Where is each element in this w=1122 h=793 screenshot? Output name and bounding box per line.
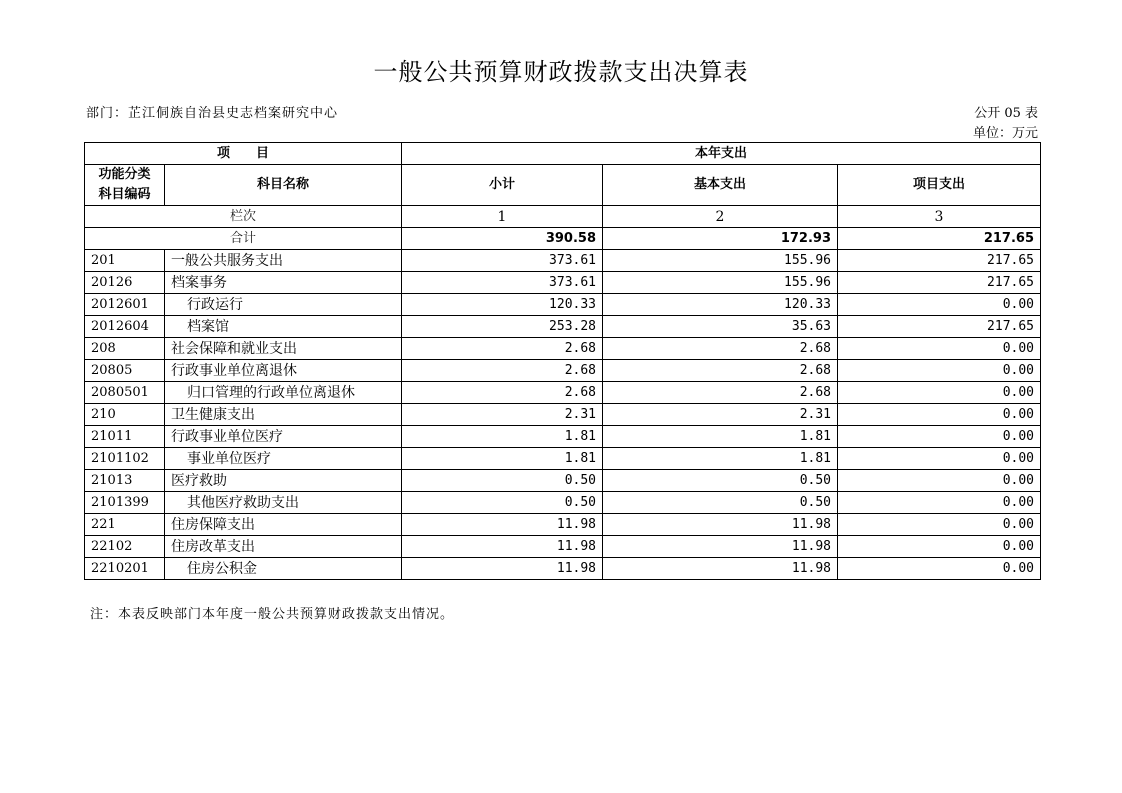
row-code: 2101399 [85, 492, 165, 514]
row-subtotal: 2.68 [402, 382, 603, 404]
column-index-row [85, 206, 1041, 228]
row-subject-name: 住房改革支出 [165, 536, 402, 558]
row-subject-name: 住房保障支出 [165, 514, 402, 536]
unit-label: 单位：万元 [972, 126, 1038, 141]
row-subject-name: 一般公共服务支出 [165, 250, 402, 272]
row-subtotal: 11.98 [402, 514, 603, 536]
department-label: 部门：芷江侗族自治县史志档案研究中心 [86, 106, 339, 121]
row-project: 0.00 [838, 536, 1041, 558]
row-project: 0.00 [838, 294, 1041, 316]
row-code: 201 [85, 250, 165, 272]
table-row [85, 404, 1041, 426]
column-index-label: 栏次 [85, 206, 402, 228]
row-code: 2012601 [85, 294, 165, 316]
row-basic: 2.68 [603, 338, 838, 360]
table-row [85, 492, 1041, 514]
header-row-2 [85, 165, 1041, 206]
row-subject-name: 行政事业单位离退休 [165, 360, 402, 382]
total-subtotal: 390.58 [402, 228, 603, 250]
table-row [85, 338, 1041, 360]
row-basic: 11.98 [603, 536, 838, 558]
total-project: 217.65 [838, 228, 1041, 250]
column-index-2: 2 [603, 206, 838, 228]
row-subject-name: 事业单位医疗 [165, 448, 402, 470]
row-basic: 1.81 [603, 448, 838, 470]
row-project: 0.00 [838, 382, 1041, 404]
row-subtotal: 373.61 [402, 272, 603, 294]
row-basic: 11.98 [603, 514, 838, 536]
table-row [85, 514, 1041, 536]
row-code: 210 [85, 404, 165, 426]
row-project: 0.00 [838, 426, 1041, 448]
row-subject-name: 住房公积金 [165, 558, 402, 580]
row-project: 0.00 [838, 404, 1041, 426]
table-row [85, 360, 1041, 382]
table-row [85, 382, 1041, 404]
row-subject-name: 归口管理的行政单位离退休 [165, 382, 402, 404]
row-project: 0.00 [838, 470, 1041, 492]
row-basic: 0.50 [603, 470, 838, 492]
row-subject-name: 社会保障和就业支出 [165, 338, 402, 360]
row-subtotal: 0.50 [402, 492, 603, 514]
table-row [85, 272, 1041, 294]
row-project: 0.00 [838, 558, 1041, 580]
row-subtotal: 120.33 [402, 294, 603, 316]
row-subtotal: 253.28 [402, 316, 603, 338]
footnote: 注：本表反映部门本年度一般公共预算财政拨款支出情况。 [90, 607, 455, 622]
row-code: 2080501 [85, 382, 165, 404]
row-subtotal: 1.81 [402, 426, 603, 448]
row-basic: 1.81 [603, 426, 838, 448]
row-code: 2012604 [85, 316, 165, 338]
row-basic: 0.50 [603, 492, 838, 514]
header-item: 项 目 [85, 143, 402, 165]
row-subject-name: 卫生健康支出 [165, 404, 402, 426]
row-basic: 155.96 [603, 250, 838, 272]
row-project: 0.00 [838, 492, 1041, 514]
row-subject-name: 档案事务 [165, 272, 402, 294]
row-code: 2101102 [85, 448, 165, 470]
row-code: 208 [85, 338, 165, 360]
form-number: 公开 05 表 [974, 106, 1038, 121]
row-basic: 11.98 [603, 558, 838, 580]
row-subtotal: 11.98 [402, 536, 603, 558]
row-subject-name: 行政运行 [165, 294, 402, 316]
table-body [85, 143, 1041, 580]
table-row [85, 250, 1041, 272]
row-code: 221 [85, 514, 165, 536]
table-row [85, 426, 1041, 448]
row-project: 217.65 [838, 316, 1041, 338]
row-basic: 120.33 [603, 294, 838, 316]
column-index-1: 1 [402, 206, 603, 228]
row-code: 21011 [85, 426, 165, 448]
table-row [85, 536, 1041, 558]
row-project: 0.00 [838, 514, 1041, 536]
header-func-code-line1: 功能分类 [98, 167, 151, 182]
row-subtotal: 2.68 [402, 360, 603, 382]
header-subject-name: 科目名称 [165, 165, 402, 206]
table-row [85, 294, 1041, 316]
header-func-code-line2: 科目编码 [98, 187, 151, 202]
table-row [85, 470, 1041, 492]
row-subject-name: 其他医疗救助支出 [165, 492, 402, 514]
row-project: 0.00 [838, 338, 1041, 360]
total-row [85, 228, 1041, 250]
header-row-1 [85, 143, 1041, 165]
row-code: 2210201 [85, 558, 165, 580]
total-basic: 172.93 [603, 228, 838, 250]
table-row [85, 558, 1041, 580]
total-label: 合计 [85, 228, 402, 250]
row-project: 0.00 [838, 448, 1041, 470]
header-basic-expense: 基本支出 [603, 165, 838, 206]
header-subtotal: 小计 [402, 165, 603, 206]
row-basic: 35.63 [603, 316, 838, 338]
row-project: 217.65 [838, 272, 1041, 294]
column-index-3: 3 [838, 206, 1041, 228]
row-subtotal: 0.50 [402, 470, 603, 492]
header-current-year-expense: 本年支出 [402, 143, 1041, 165]
row-subject-name: 档案馆 [165, 316, 402, 338]
header-func-code [85, 165, 165, 206]
row-subtotal: 2.31 [402, 404, 603, 426]
header-project-expense: 项目支出 [838, 165, 1041, 206]
row-subtotal: 2.68 [402, 338, 603, 360]
row-subtotal: 373.61 [402, 250, 603, 272]
row-subtotal: 1.81 [402, 448, 603, 470]
row-code: 21013 [85, 470, 165, 492]
row-project: 0.00 [838, 360, 1041, 382]
page-title: 一般公共预算财政拨款支出决算表 [373, 58, 749, 86]
row-code: 20805 [85, 360, 165, 382]
table-row [85, 316, 1041, 338]
row-basic: 2.68 [603, 382, 838, 404]
row-code: 22102 [85, 536, 165, 558]
expense-table [84, 142, 1041, 580]
row-project: 217.65 [838, 250, 1041, 272]
row-code: 20126 [85, 272, 165, 294]
row-subject-name: 医疗救助 [165, 470, 402, 492]
table-row [85, 448, 1041, 470]
row-subject-name: 行政事业单位医疗 [165, 426, 402, 448]
row-basic: 155.96 [603, 272, 838, 294]
row-subtotal: 11.98 [402, 558, 603, 580]
row-basic: 2.68 [603, 360, 838, 382]
row-basic: 2.31 [603, 404, 838, 426]
